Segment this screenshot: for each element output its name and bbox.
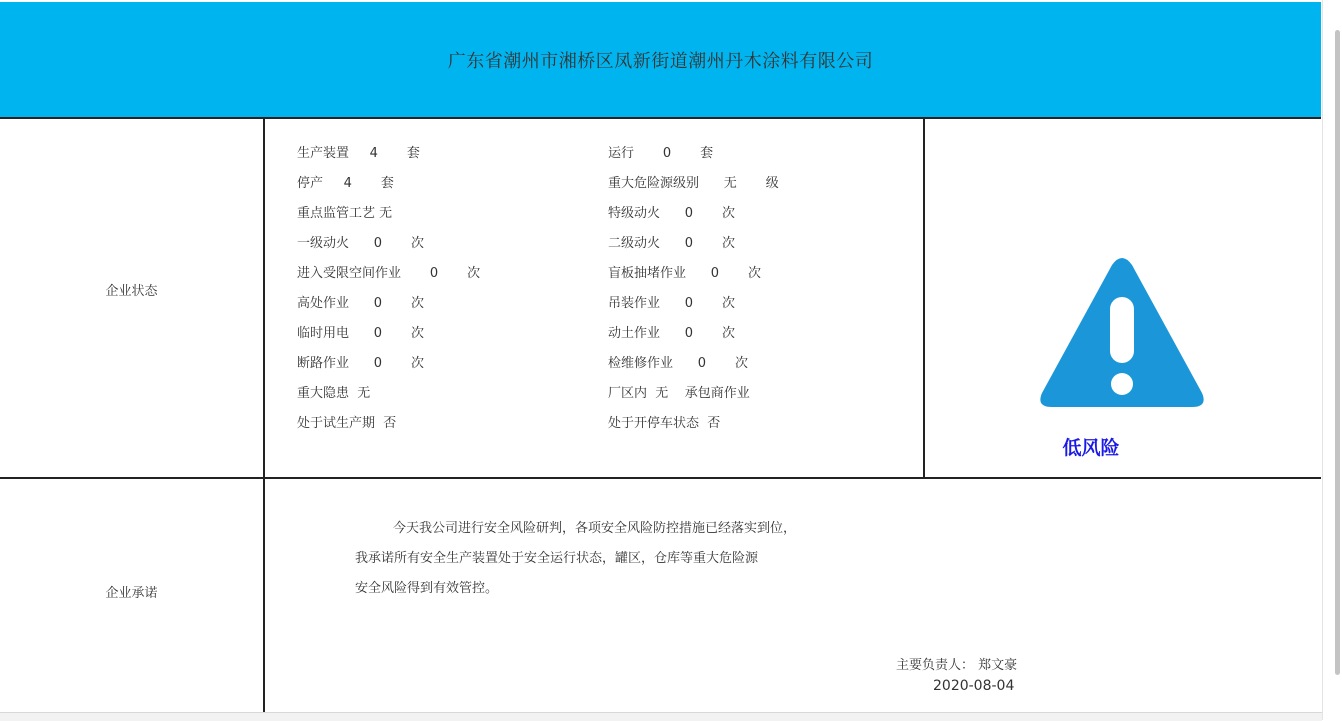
status-section-label: 企业状态 [105,284,158,299]
status-item: 生产装置 4 套 [297,146,420,161]
status-item: 检维修作业 0 次 [608,356,748,371]
status-item: 高处作业 0 次 [297,296,424,311]
status-item: 进入受限空间作业 0 次 [297,266,481,281]
status-item: 断路作业 0 次 [297,356,424,371]
status-item: 重大危险源级别 无 级 [608,176,779,191]
header-bar [0,2,1321,117]
status-item: 临时用电 0 次 [297,326,424,341]
status-item: 二级动火 0 次 [608,236,735,251]
promise-line: 今天我公司进行安全风险研判，各项安全风险防控措施已经落实到位， [393,521,797,536]
status-grid [297,143,917,443]
risk-level-label: 低风险 [1062,437,1120,459]
signer-name: 主要负责人： 郑文豪 [896,658,1018,673]
status-item: 处于试生产期 否 [297,416,397,431]
promise-section-label: 企业承诺 [105,586,158,601]
promise-text [355,514,796,604]
status-item: 厂区内 无 承包商作业 [608,386,750,401]
sign-date: 2020-08-04 [933,678,1015,694]
warning-triangle-icon [1036,257,1208,415]
promise-line: 我承诺所有安全生产装置处于安全运行状态，罐区，仓库等重大危险源 [355,551,759,566]
status-item: 盲板抽堵作业 0 次 [608,266,761,281]
status-item: 重点监管工艺 无 [297,206,393,221]
status-item: 特级动火 0 次 [608,206,735,221]
status-item: 重大隐患 无 [297,386,371,401]
status-item: 处于开停车状态 否 [608,416,721,431]
status-item: 停产 4 套 [297,176,394,191]
column-divider-left [263,118,265,712]
page-title: 广东省潮州市湘桥区凤新街道潮州丹木涂料有限公司 [447,50,874,72]
promise-line: 安全风险得到有效管控。 [355,581,499,596]
row-divider-middle [0,477,1321,479]
status-item: 一级动火 0 次 [297,236,424,251]
status-item: 动土作业 0 次 [608,326,735,341]
status-item: 吊装作业 0 次 [608,296,735,311]
status-item: 运行 0 套 [608,146,714,161]
scrollbar-thumb[interactable] [1335,30,1340,675]
